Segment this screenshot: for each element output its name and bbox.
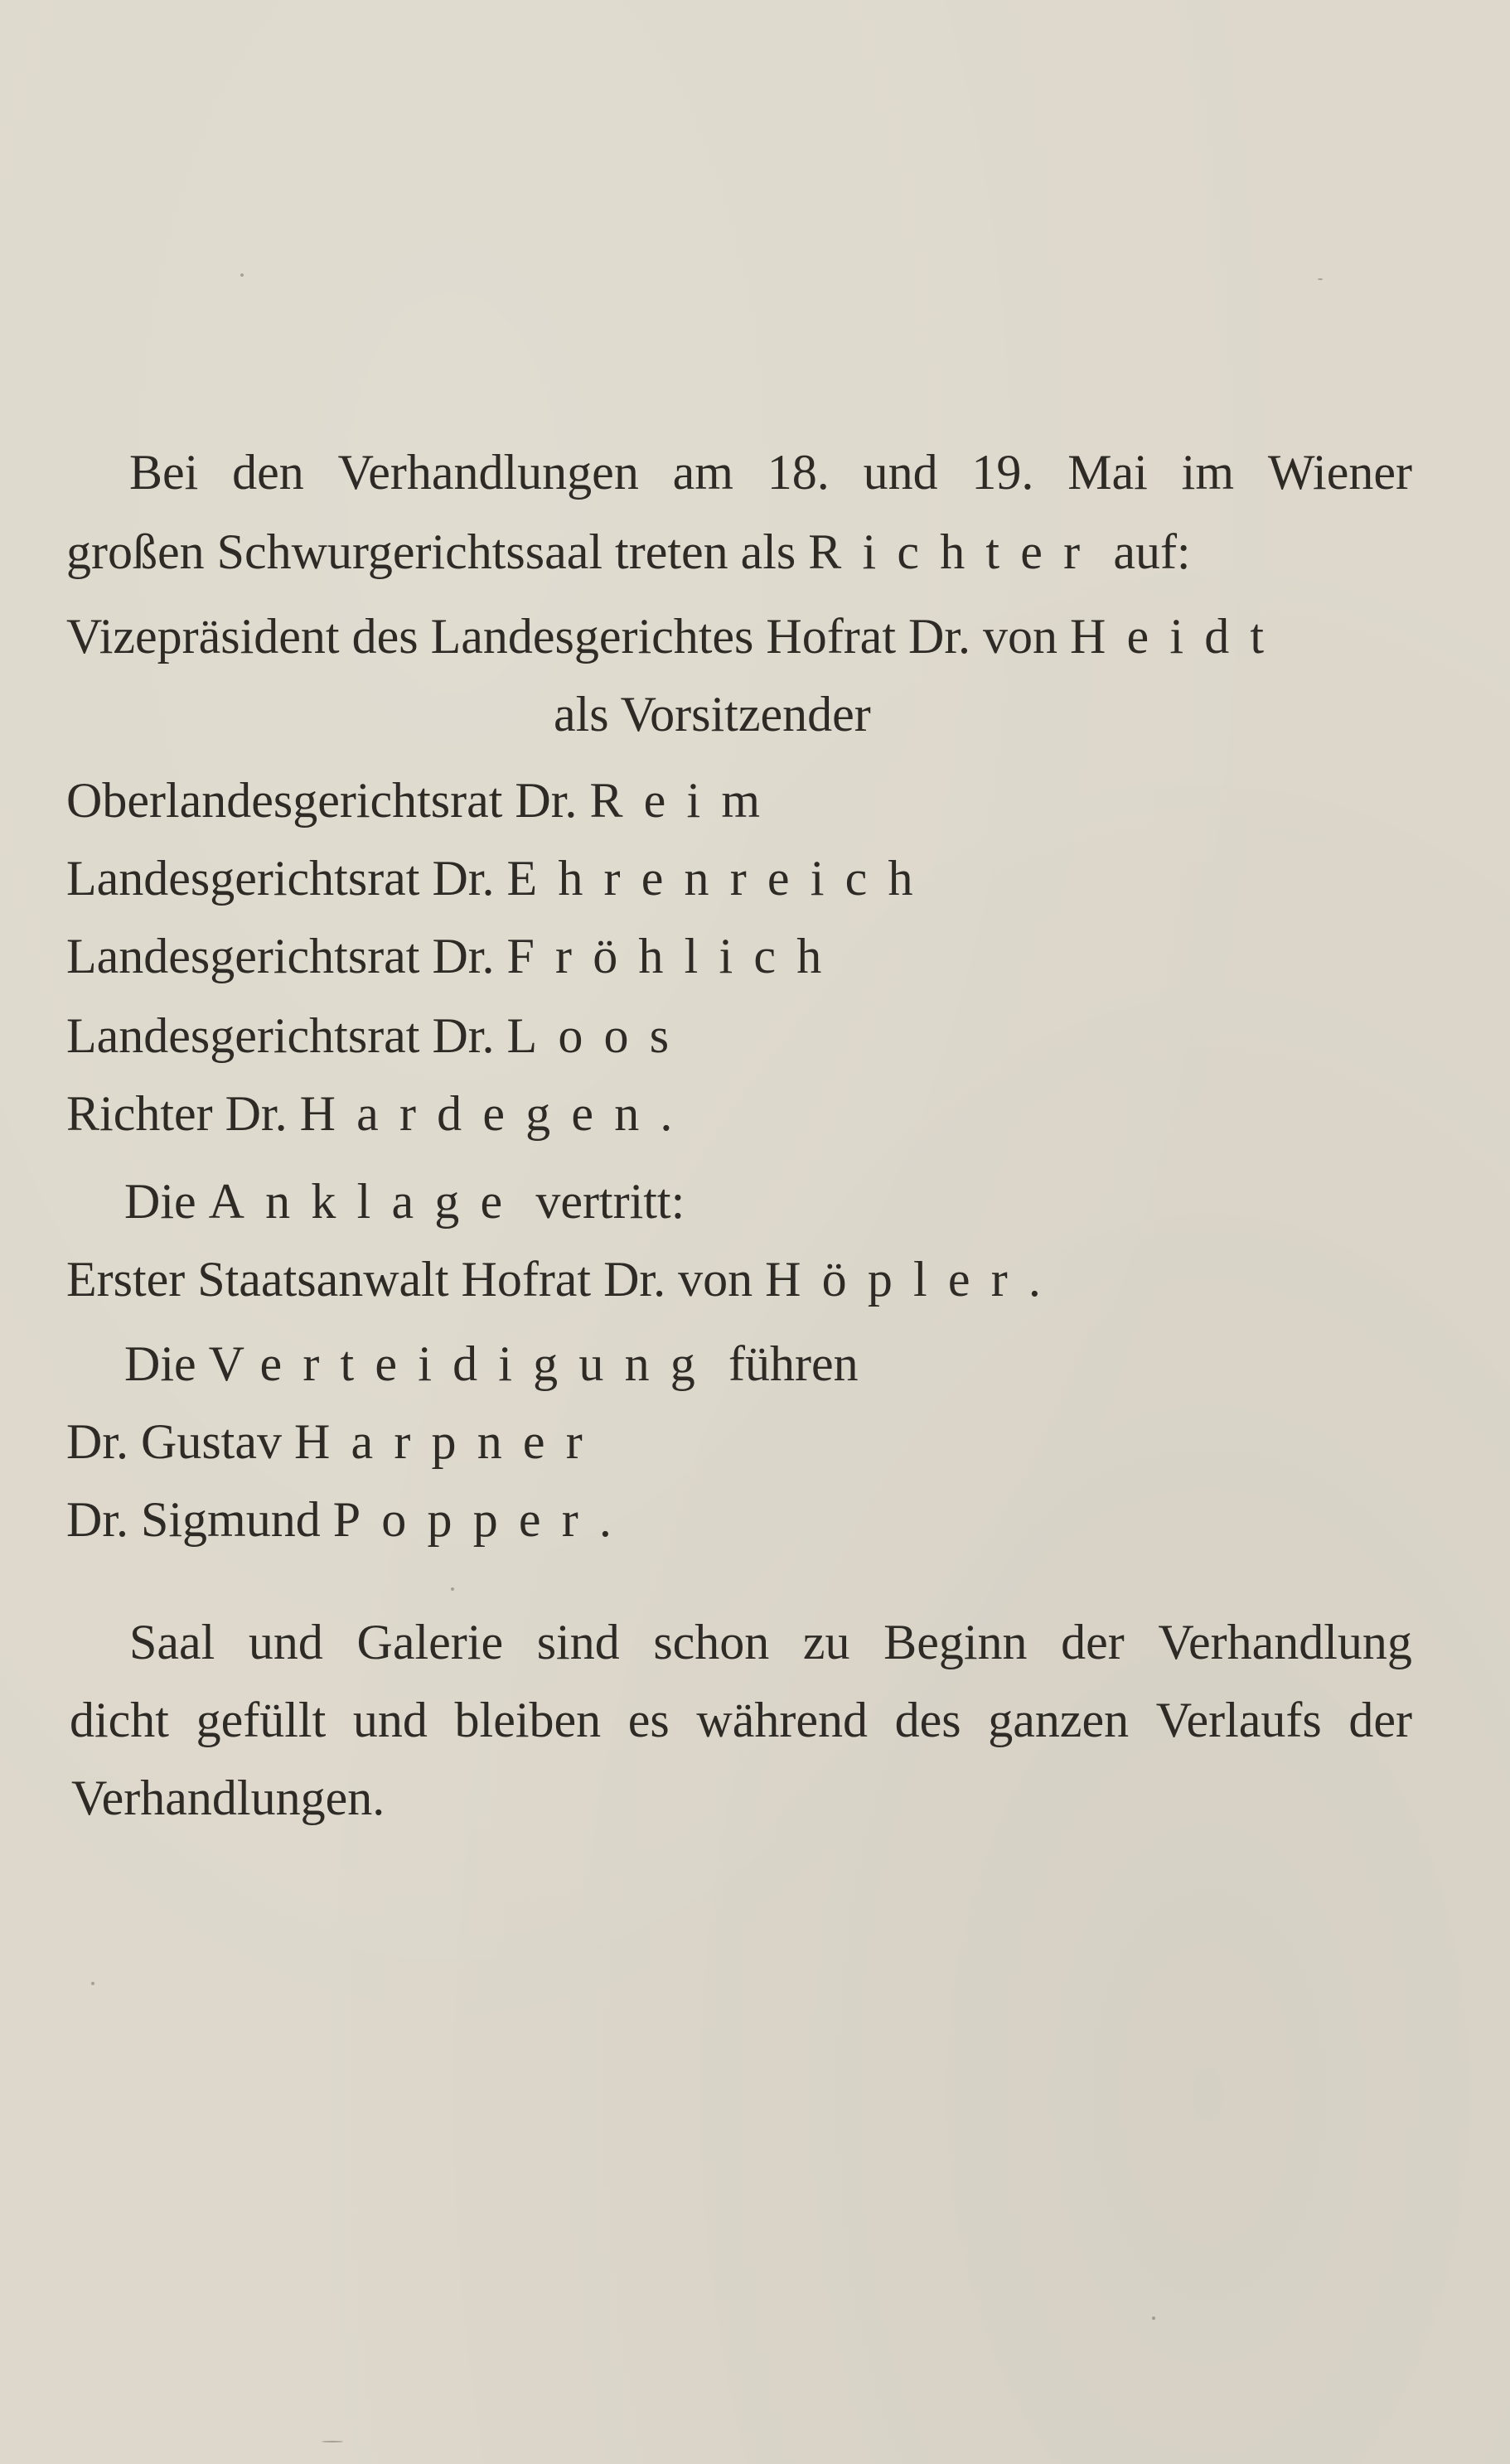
text-line-13: [66, 1412, 603, 1471]
text-segment: auf:: [1101, 524, 1191, 579]
word: und: [863, 445, 938, 500]
text-segment: .: [660, 1086, 673, 1141]
word: Verlaufs: [1155, 1693, 1322, 1747]
text-line-8: [66, 1006, 690, 1065]
word: gefüllt: [196, 1693, 327, 1747]
text-segment: Landesgerichtsrat Dr.: [66, 851, 507, 906]
spaced-emphasis: Popper: [332, 1492, 599, 1547]
word: während: [696, 1693, 868, 1747]
word: ganzen: [988, 1693, 1130, 1747]
paragraph-2-line-2: [70, 1690, 1412, 1750]
word: Wiener: [1267, 445, 1412, 500]
spaced-emphasis: Harpner: [293, 1414, 603, 1469]
paper-speck: [91, 1982, 94, 1985]
paper-speck: [1318, 278, 1323, 280]
spaced-emphasis: Anklage: [208, 1174, 524, 1229]
word: Verhandlung: [1158, 1615, 1412, 1669]
word: schon: [653, 1615, 770, 1669]
text-line-12: [124, 1334, 859, 1394]
text-segment: vertritt:: [523, 1174, 685, 1229]
text-segment: Landesgerichtsrat Dr.: [66, 929, 507, 983]
word: Galerie: [356, 1615, 504, 1669]
text-line-6: [66, 848, 934, 908]
spaced-emphasis: Richter: [808, 524, 1101, 579]
text-line-10: [124, 1172, 685, 1231]
text-line-9: [66, 1084, 672, 1143]
word: und: [248, 1615, 323, 1669]
paper-speck: [322, 2441, 343, 2442]
paragraph-2-line-1: [129, 1612, 1412, 1672]
spaced-emphasis: Verteidigung: [208, 1336, 716, 1391]
spaced-emphasis: Ehrenreich: [506, 851, 934, 906]
spaced-emphasis: Reim: [589, 773, 782, 828]
paper-speck: [1152, 2317, 1155, 2320]
word: des: [894, 1693, 961, 1747]
word: den: [232, 445, 304, 500]
word: und: [352, 1693, 428, 1747]
text-segment: Landesgerichtsrat Dr.: [66, 1008, 507, 1063]
text-segment: .: [1028, 1252, 1041, 1307]
spaced-emphasis: Hardegen: [299, 1086, 661, 1141]
spaced-emphasis: Loos: [506, 1008, 690, 1063]
word: sind: [536, 1615, 620, 1669]
spaced-emphasis: Höpler: [765, 1252, 1028, 1307]
word: Beginn: [883, 1615, 1028, 1669]
word: der: [1061, 1615, 1125, 1669]
text-line-3: [66, 606, 1285, 666]
text-line-1: [129, 442, 1412, 502]
word: Mai: [1067, 445, 1148, 500]
word: zu: [802, 1615, 850, 1669]
text-segment: Vizepräsident des Landesgerichtes Hofrat Dr. von: [66, 609, 1070, 664]
word: der: [1348, 1693, 1412, 1747]
text-segment: Dr. Gustav: [66, 1414, 294, 1469]
word: im: [1181, 445, 1235, 500]
spaced-emphasis: Fröhlich: [506, 929, 843, 983]
word: Bei: [129, 445, 199, 500]
paragraph-2-line-3: Verhandlungen.: [71, 1771, 385, 1825]
word: 19.: [971, 445, 1034, 500]
spaced-emphasis: Heidt: [1070, 609, 1285, 664]
text-segment: Richter Dr.: [66, 1086, 300, 1141]
text-segment: Die: [124, 1336, 209, 1391]
text-line-5: [66, 771, 781, 830]
text-line-7: [66, 926, 842, 986]
text-segment: Die: [124, 1174, 209, 1229]
text-segment: großen Schwurgerichtssaal treten als: [66, 524, 809, 579]
text-line-11: [66, 1249, 1041, 1309]
text-line-14: [66, 1490, 612, 1549]
text-line-2: [66, 522, 1191, 582]
word: es: [627, 1693, 670, 1747]
paper-speck: [240, 273, 244, 277]
text-segment: Erster Staatsanwalt Hofrat Dr. von: [66, 1252, 766, 1307]
word: 18.: [767, 445, 830, 500]
text-segment: .: [598, 1492, 612, 1547]
word: am: [672, 445, 733, 500]
text-segment: Oberlandesgerichtsrat Dr.: [66, 773, 590, 828]
text-segment: Dr. Sigmund: [66, 1492, 333, 1547]
text-segment: führen: [715, 1336, 859, 1391]
paper-speck: [451, 1587, 454, 1591]
word: bleiben: [454, 1693, 602, 1747]
word: dicht: [70, 1693, 169, 1747]
text-line-4: als Vorsitzender: [554, 687, 871, 742]
word: Saal: [129, 1615, 215, 1669]
word: Verhandlungen: [337, 445, 639, 500]
